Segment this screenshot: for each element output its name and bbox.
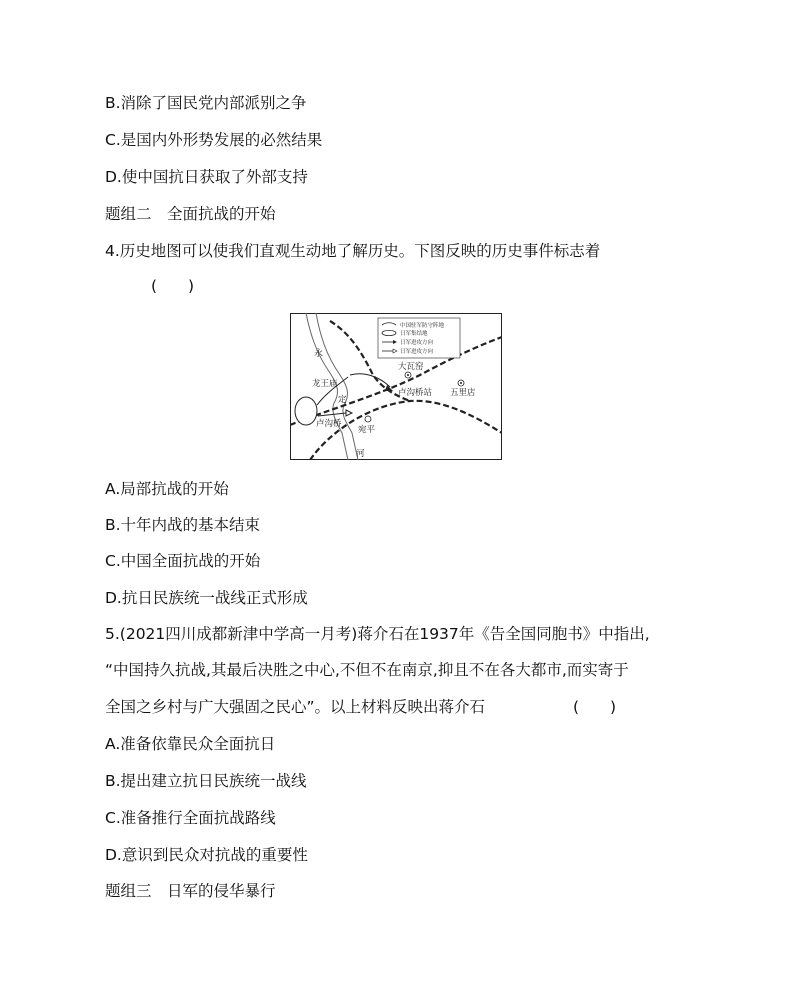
q4-option-c: C.中国全面抗战的开始 — [105, 552, 261, 570]
legend-defense: 中国驻军防守阵地 — [400, 323, 445, 329]
legend — [378, 318, 460, 358]
q5-option-d: D.意识到民众对抗战的重要性 — [105, 846, 308, 864]
q5-blank: ( ) — [573, 698, 617, 716]
q4-blank: ( ) — [151, 277, 195, 295]
legend-attack-2: 日军进攻方向 — [400, 349, 434, 355]
q5-option-b: B.提出建立抗日民族统一战线 — [105, 772, 307, 790]
q4-option-d: D.抗日民族统一战线正式形成 — [105, 589, 308, 607]
q4-option-a: A.局部抗战的开始 — [105, 480, 229, 498]
label-lugouqiao: 卢沟桥 — [316, 419, 342, 429]
label-wanping: 宛平 — [358, 425, 376, 435]
wanping-marker — [365, 416, 371, 422]
label-shui: 永 — [314, 349, 324, 359]
q4-stem: 4.历史地图可以使我们直观生动地了解历史。下图反映的历史事件标志着 — [105, 242, 601, 260]
q5-stem-line1: 5.(2021四川成都新津中学高一月考)蒋介石在1937年《告全国同胞书》中指出, — [105, 625, 650, 643]
historical-map — [290, 313, 502, 460]
legend-attack: 日军进攻方向 — [400, 340, 434, 346]
section3-title: 题组三 日军的侵华暴行 — [105, 882, 276, 900]
label-longwangmiao: 龙王庙 — [312, 379, 338, 389]
label-he: 河 — [356, 449, 365, 459]
q3-option-b: B.消除了国民党内部派别之争 — [105, 94, 307, 112]
label-lugouqiao-station: 卢沟桥站 — [398, 388, 433, 398]
section2-title: 题组二 全面抗战的开始 — [105, 205, 276, 223]
label-wulidian: 五里店 — [450, 388, 476, 398]
q5-stem-line3: 全国之乡村与广大强固之民心”。以上材料反映出蒋介石 — [105, 698, 486, 716]
label-ding: 定 — [338, 395, 347, 405]
q5-option-c: C.准备推行全面抗战路线 — [105, 809, 276, 827]
q4-option-b: B.十年内战的基本结束 — [105, 516, 261, 534]
legend-assembly: 日军集结地 — [400, 331, 428, 337]
assembly-area — [295, 397, 317, 425]
q5-option-a: A.准备依靠民众全面抗日 — [105, 735, 276, 753]
q3-option-c: C.是国内外形势发展的必然结果 — [105, 131, 323, 149]
q5-stem-line2: “中国持久抗战,其最后决胜之中心,不但不在南京,抑且不在各大都市,而实寄于 — [105, 661, 629, 679]
q3-option-d: D.使中国抗日获取了外部支持 — [105, 168, 308, 186]
label-dawayao: 大瓦窑 — [398, 362, 424, 372]
